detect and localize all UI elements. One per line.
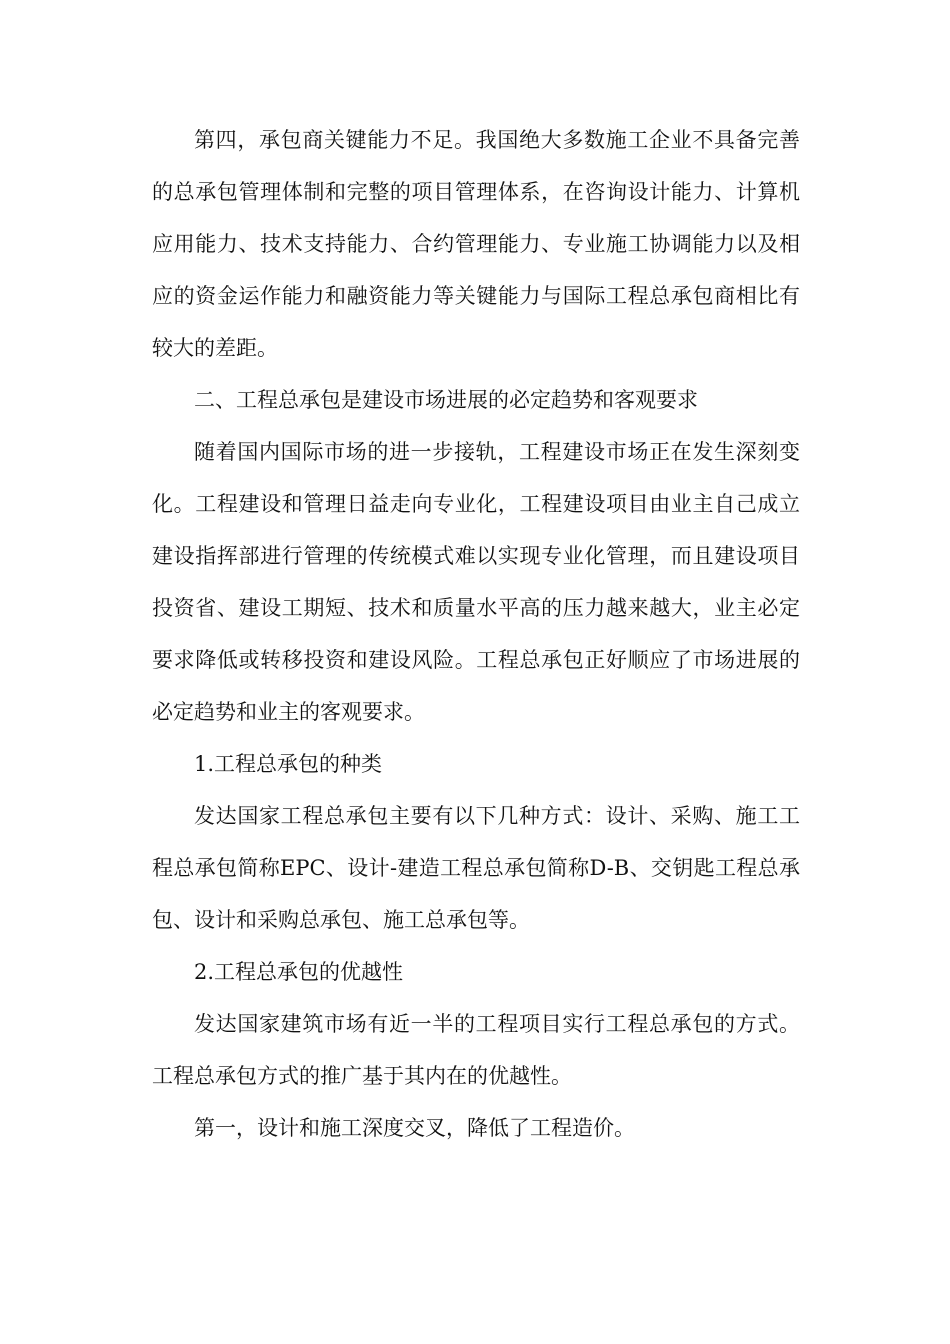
paragraph-weakness-four: 第四，承包商关键能力不足。我国绝大多数施工企业不具备完善的总承包管理体制和完整的项目管理体系，在咨询设计能力、计算机应用能力、技术支持能力、合约管理能力、专业施工协调能力以及相应的资金运作能力和融资能力等关键能力与国际工程总承包商相比有较大的差距。 [152, 128, 800, 360]
subheading-types: 1.工程总承包的种类 [194, 752, 383, 776]
paragraph-first-advantage: 第一，设计和施工深度交叉，降低了工程造价。 [194, 1116, 635, 1140]
paragraph-market-change: 随着国内国际市场的进一步接轨，工程建设市场正在发生深刻变化。工程建设和管理日益走向专业化，工程建设项目由业主自己成立建设指挥部进行管理的传统模式难以实现专业化管理，而且建设项目投资省、建设工期短、技术和质量水平高的压力越来越大，业主必定要求降低或转移投资和建设风险。工程总承包正好顺应了市场进展的必定趋势和业主的客观要求。 [152, 440, 800, 724]
subheading-advantages: 2.工程总承包的优越性 [194, 960, 404, 984]
section-heading-two: 二、工程总承包是建设市场进展的必定趋势和客观要求 [194, 388, 698, 412]
paragraph-types: 发达国家工程总承包主要有以下几种方式：设计、采购、施工工程总承包简称EPC、设计-建造工程总承包简称D-B、交钥匙工程总承包、设计和采购总承包、施工总承包等。 [152, 804, 800, 932]
document-body [152, 114, 800, 1154]
paragraph-advantages: 发达国家建筑市场有近一半的工程项目实行工程总承包的方式。工程总承包方式的推广基于其内在的优越性。 [152, 1012, 800, 1088]
